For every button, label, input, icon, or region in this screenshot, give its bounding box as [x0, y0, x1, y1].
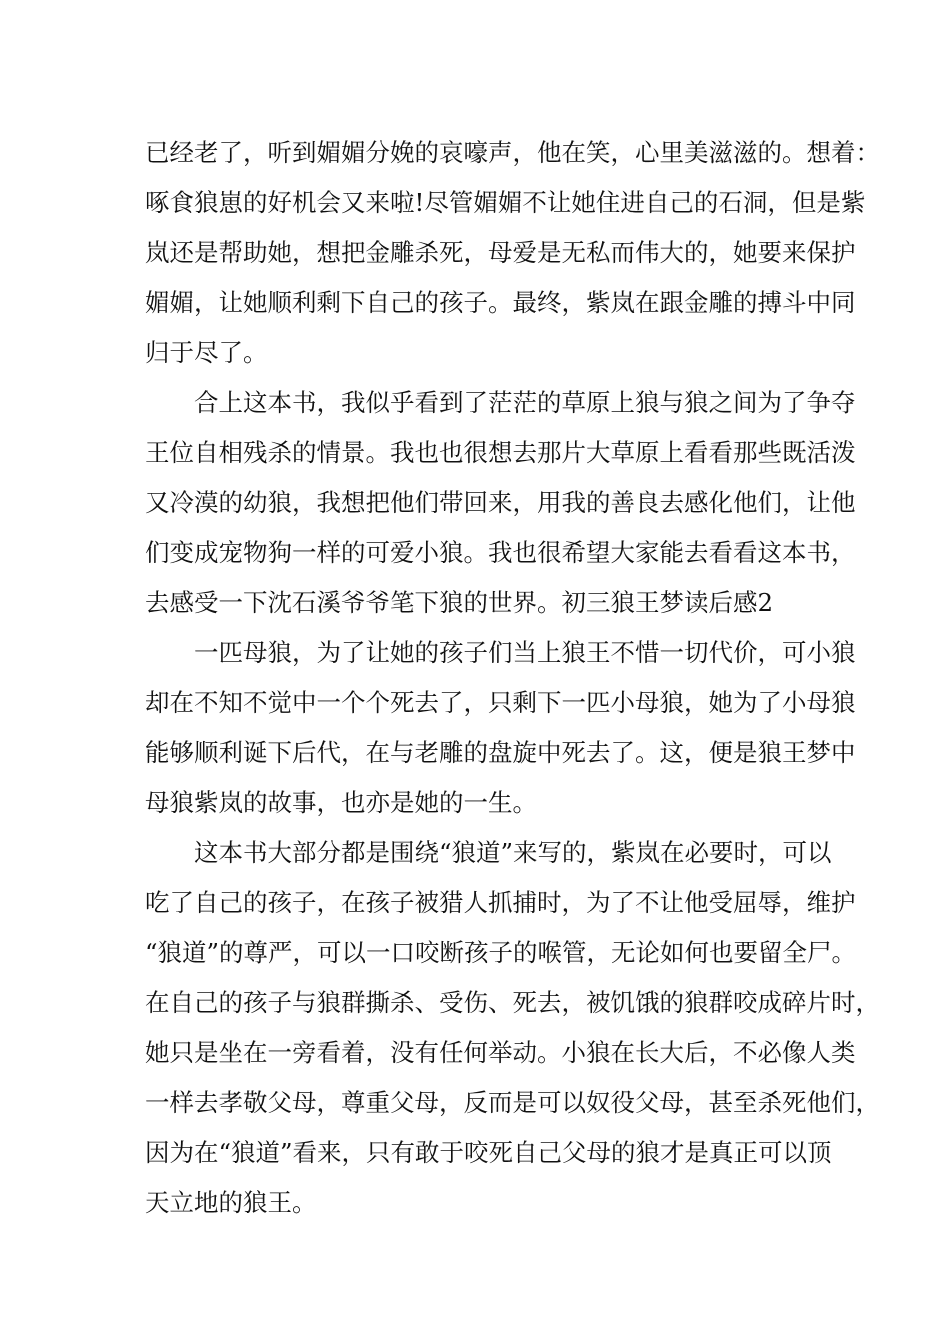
text-line: 王位自相残杀的情景。我也也很想去那片大草原上看看那些既活泼 [145, 438, 856, 467]
text-line: 啄食狼崽的好机会又来啦!尽管媚媚不让她住进自己的石洞，但是紫 [145, 188, 866, 217]
paragraph-1 [145, 128, 880, 378]
text-line: 去感受一下沈石溪爷爷笔下狼的世界。初三狼王梦读后感2 [145, 588, 774, 617]
text-line: 吃了自己的孩子，在孩子被猎人抓捕时，为了不让他受屈辱，维护 [145, 888, 856, 917]
text-line: 这本书大部分都是围绕“狼道”来写的，紫岚在必要时，可以 [194, 838, 832, 867]
text-line: 合上这本书，我似乎看到了茫茫的草原上狼与狼之间为了争夺 [194, 388, 856, 417]
text-line: 在自己的孩子与狼群撕杀、受伤、死去，被饥饿的狼群咬成碎片时， [145, 988, 880, 1017]
text-line: 岚还是帮助她，想把金雕杀死，母爱是无私而伟大的，她要来保护 [145, 238, 856, 267]
text-line: 一匹母狼，为了让她的孩子们当上狼王不惜一切代价，可小狼 [194, 638, 856, 667]
paragraph-4 [145, 828, 880, 1228]
text-line: 归于尽了。 [145, 338, 268, 367]
paragraph-3 [145, 628, 856, 828]
text-line: 能够顺利诞下后代，在与老雕的盘旋中死去了。这，便是狼王梦中 [145, 738, 856, 767]
text-line: 又冷漠的幼狼，我想把他们带回来，用我的善良去感化他们，让他 [145, 488, 856, 517]
paragraph-2 [145, 378, 856, 628]
document-body [145, 128, 880, 1228]
text-line: 却在不知不觉中一个个死去了，只剩下一匹小母狼，她为了小母狼 [145, 688, 856, 717]
text-line: 媚媚，让她顺利剩下自己的孩子。最终，紫岚在跟金雕的搏斗中同 [145, 288, 856, 317]
text-line: 因为在“狼道”看来，只有敢于咬死自己父母的狼才是真正可以顶 [145, 1138, 832, 1167]
text-line: 她只是坐在一旁看着，没有任何举动。小狼在长大后，不必像人类 [145, 1038, 856, 1067]
text-line: 已经老了，听到媚媚分娩的哀嚎声，他在笑，心里美滋滋的。想着： [145, 138, 880, 167]
text-line: 一样去孝敬父母，尊重父母，反而是可以奴役父母，甚至杀死他们， [145, 1088, 880, 1117]
text-line: 天立地的狼王。 [145, 1188, 317, 1217]
text-line: “狼道”的尊严，可以一口咬断孩子的喉管，无论如何也要留全尸。 [145, 938, 857, 967]
text-line: 母狼紫岚的故事，也亦是她的一生。 [145, 788, 537, 817]
text-line: 们变成宠物狗一样的可爱小狼。我也很希望大家能去看看这本书， [145, 538, 856, 567]
